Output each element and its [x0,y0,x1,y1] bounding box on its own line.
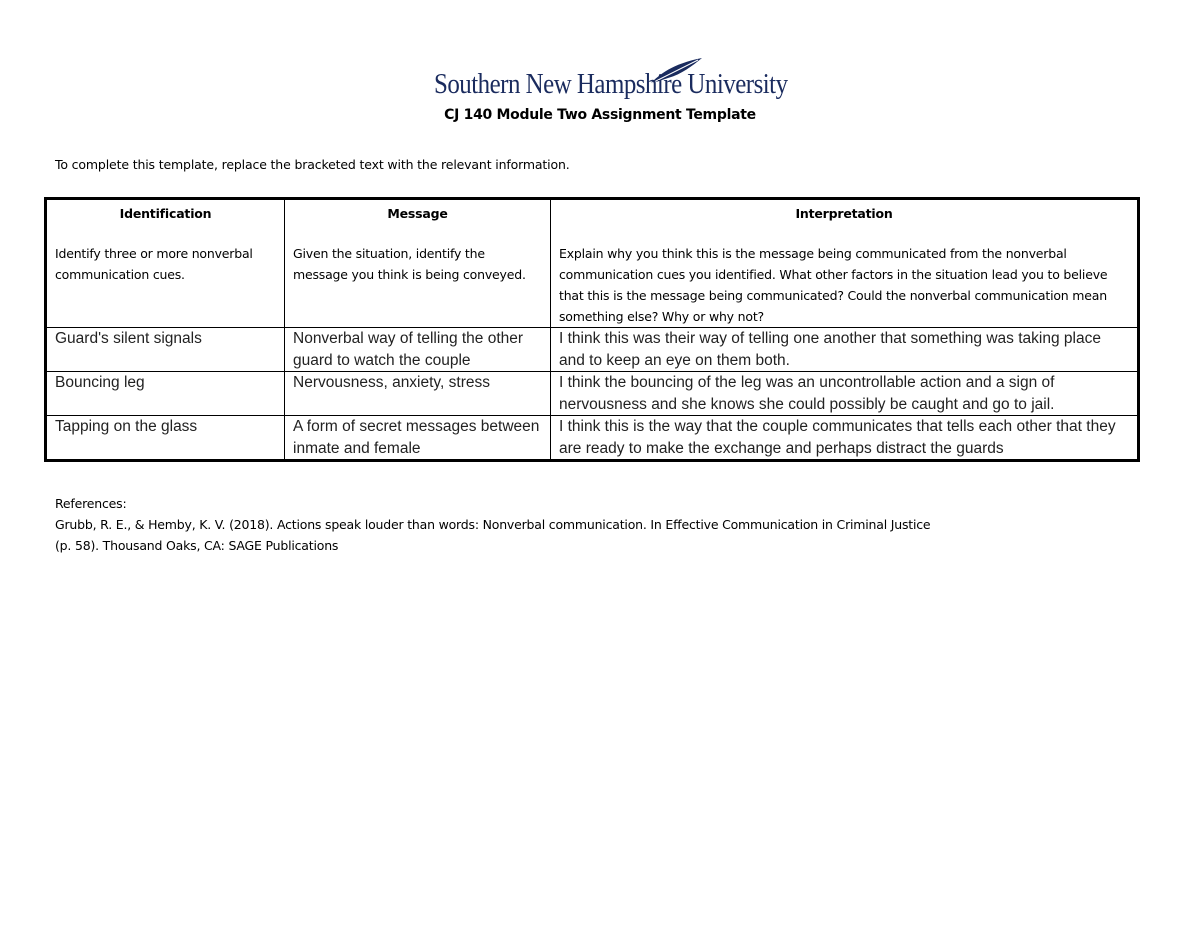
interpretation-cell: I think this was their way of telling one another that something was taking place and to keep an eye on them both. [551,328,1139,372]
message-cell: A form of secret messages between inmate and female [285,416,551,461]
table-header-row [46,199,1139,328]
header-cell-message [285,199,551,328]
interpretation-cell: I think this is the way that the couple communicates that tells each other that they are ready to make the exchange and perhaps distract the guards [551,416,1139,461]
cues-table [44,197,1140,462]
reference-citation-continued: (p. 58). Thousand Oaks, CA: SAGE Publications [55,538,339,553]
column-description: Given the situation, identify the message you think is being conveyed. [293,246,526,282]
interpretation-cell: I think the bouncing of the leg was an uncontrollable action and a sign of nervousness and she knows she could possibly be caught and go to jail. [551,372,1139,416]
references-section [55,493,930,556]
column-label: Message [387,206,448,221]
message-cell: Nervousness, anxiety, stress [285,372,551,416]
header-cell-interpretation [551,199,1139,328]
logo-wordmark: Southern New Hampshire University [434,68,788,100]
column-label: Interpretation [795,206,893,221]
table-row [46,372,1139,416]
header-cell-identification [46,199,285,328]
column-description: Explain why you think this is the message being communicated from the nonverbal communication cues you identified. What other factors in the situation lead you to believe that this is the message being communicated? Could the nonverbal communication mean something else? Why or why not? [559,246,1108,324]
message-cell: Nonverbal way of telling the other guard to watch the couple [285,328,551,372]
column-description: Identify three or more nonverbal communication cues. [55,246,253,282]
column-label: Identification [119,206,212,221]
instructions-text: To complete this template, replace the bracketed text with the relevant information. [55,157,570,172]
university-logo [434,56,788,106]
identification-cell: Tapping on the glass [46,416,285,461]
table-row [46,416,1139,461]
table-row [46,328,1139,372]
identification-cell: Guard's silent signals [46,328,285,372]
document-title: CJ 140 Module Two Assignment Template [444,107,756,123]
reference-citation: Grubb, R. E., & Hemby, K. V. (2018). Actions speak louder than words: Nonverbal communication. In Effective Communication in Criminal Justice [55,517,931,532]
identification-cell: Bouncing leg [46,372,285,416]
references-heading: References: [55,496,127,511]
